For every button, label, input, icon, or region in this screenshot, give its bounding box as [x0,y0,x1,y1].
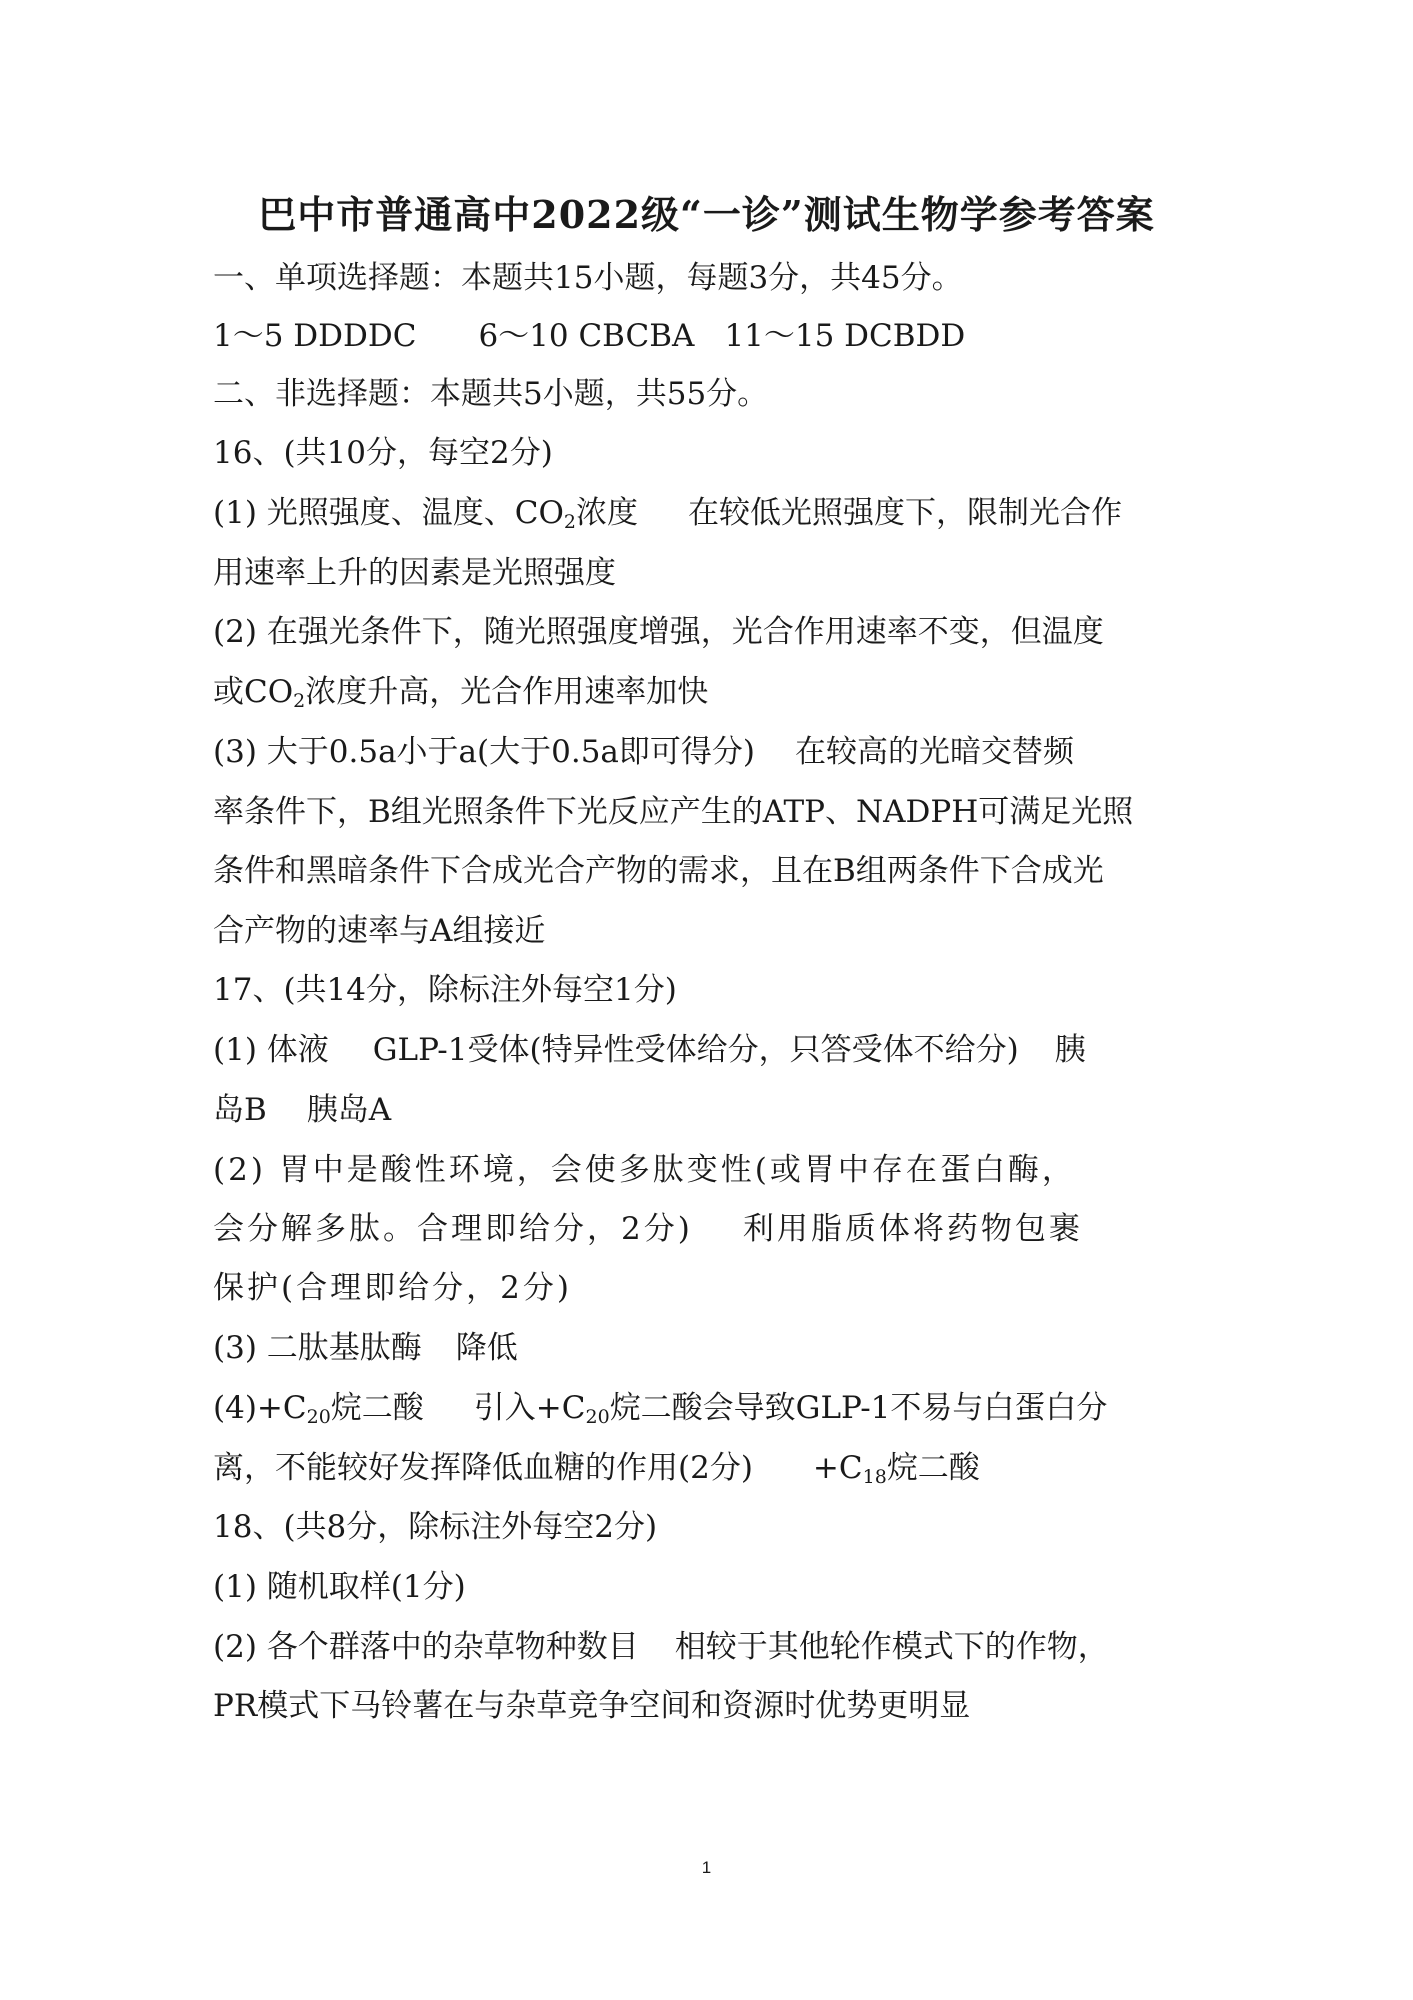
q17-part1-line2 [213,1090,391,1130]
q18-part2-answer2-start: 相较于其他轮作模式下的作物， [674,1629,1109,1665]
q16-part3-line3: 条件和黑暗条件下合成光合产物的需求，且在B组两条件下合成光 [213,853,1104,889]
q17-part2-line2 [213,1209,1083,1249]
q17-part1-answer3-start: 胰 [1054,1032,1086,1068]
answers-6-10: 6～10 CBCBA [478,318,695,354]
q17-part1-answer1: (1) 体液 [213,1032,329,1068]
answers-11-15: 11～15 DCBDD [724,318,966,354]
q17-part4-answer1-prefix: (4)+C [213,1390,307,1426]
q16-part1-answer1-suffix: 浓度 [576,495,638,531]
q17-part2-answer1-end: 会分解多肽。合理即给分，2分) [213,1211,693,1247]
q16-part2-subscript: 2 [293,690,306,712]
section-2-heading: 二、非选择题：本题共5小题，共55分。 [213,376,769,412]
q16-part3-answer2-start: 在较高的光暗交替频 [795,734,1074,770]
q17-part3 [213,1328,518,1368]
multiple-choice-answers [213,316,965,356]
q17-part2-answer2: 利用脂质体将药物包裹 [742,1211,1083,1247]
q17-part3-answer2: 降低 [455,1330,518,1366]
q16-part2-suffix: 浓度升高，光合作用速率加快 [305,674,709,710]
q16-part3-line1 [213,732,1074,772]
q17-part4-answer1-suffix: 烷二酸 [330,1390,424,1426]
q16-part1-line1 [213,493,1122,537]
q17-part2-line1: (2) 胃中是酸性环境，会使多肽变性(或胃中存在蛋白酶， [213,1152,1076,1188]
q17-part4-answer3-subscript: 18 [862,1466,887,1488]
page-title: 巴中市普通高中2022级“一诊”测试生物学参考答案 [258,192,1155,237]
q17-part1-answer3-end: 岛B [213,1092,267,1128]
section-1-heading: 一、单项选择题：本题共15小题，每题3分，共45分。 [213,260,963,296]
q17-part4-answer3-prefix: +C [812,1450,863,1486]
q16-part3-line2: 率条件下，B组光照条件下光反应产生的ATP、NADPH可满足光照 [213,794,1134,830]
q17-part4-line2 [213,1448,980,1492]
q16-part2-line2 [213,672,708,716]
q18-part2-line2: PR模式下马铃薯在与杂草竞争空间和资源时优势更明显 [213,1688,971,1724]
q16-part1-answer2: 在较低光照强度下，限制光合作 [688,495,1122,531]
q18-part2-answer1: (2) 各个群落中的杂草物种数目 [213,1629,639,1665]
q18-part2-line1 [213,1627,1109,1667]
answers-1-5: 1～5 DDDDC [213,318,417,354]
q17-part2-line3: 保护(合理即给分，2分) [213,1270,572,1306]
q17-part4-answer3-suffix: 烷二酸 [886,1450,980,1486]
q17-part4-answer2-end: 离，不能较好发挥降低血糖的作用(2分) [213,1450,753,1486]
q17-part4-answer2-prefix: 引入+C [473,1390,586,1426]
q17-part4-answer2-subscript: 20 [585,1406,610,1428]
q16-part2-line1: (2) 在强光条件下，随光照强度增强，光合作用速率不变，但温度 [213,614,1104,650]
q16-part3-line4: 合产物的速率与A组接近 [213,913,546,949]
q17-header: 17、(共14分，除标注外每空1分) [213,972,677,1008]
q17-part3-answer1: (3) 二肽基肽酶 [213,1330,422,1366]
q16-part1-subscript: 2 [563,511,576,533]
q16-part2-prefix: 或CO [213,674,294,710]
q17-part1-line1 [213,1030,1086,1070]
q17-part4-answer2-suffix: 烷二酸会导致GLP-1不易与白蛋白分 [609,1390,1108,1426]
page-number: 1 [701,1858,712,1877]
q18-part1: (1) 随机取样(1分) [213,1569,466,1605]
q17-part1-answer4: 胰岛A [306,1092,392,1128]
q16-part1-answer1-prefix: (1) 光照强度、温度、CO [213,495,564,531]
q16-header: 16、(共10分，每空2分) [213,435,553,471]
q17-part4-line1 [213,1388,1107,1432]
q16-part3-answer1: (3) 大于0.5a小于a(大于0.5a即可得分) [213,734,755,770]
q16-part1-line2: 用速率上升的因素是光照强度 [213,555,616,591]
q17-part4-answer1-subscript: 20 [306,1406,331,1428]
q17-part1-answer2: GLP-1受体(特异性受体给分，只答受体不给分) [372,1032,1019,1068]
q18-header: 18、(共8分，除标注外每空2分) [213,1509,658,1545]
